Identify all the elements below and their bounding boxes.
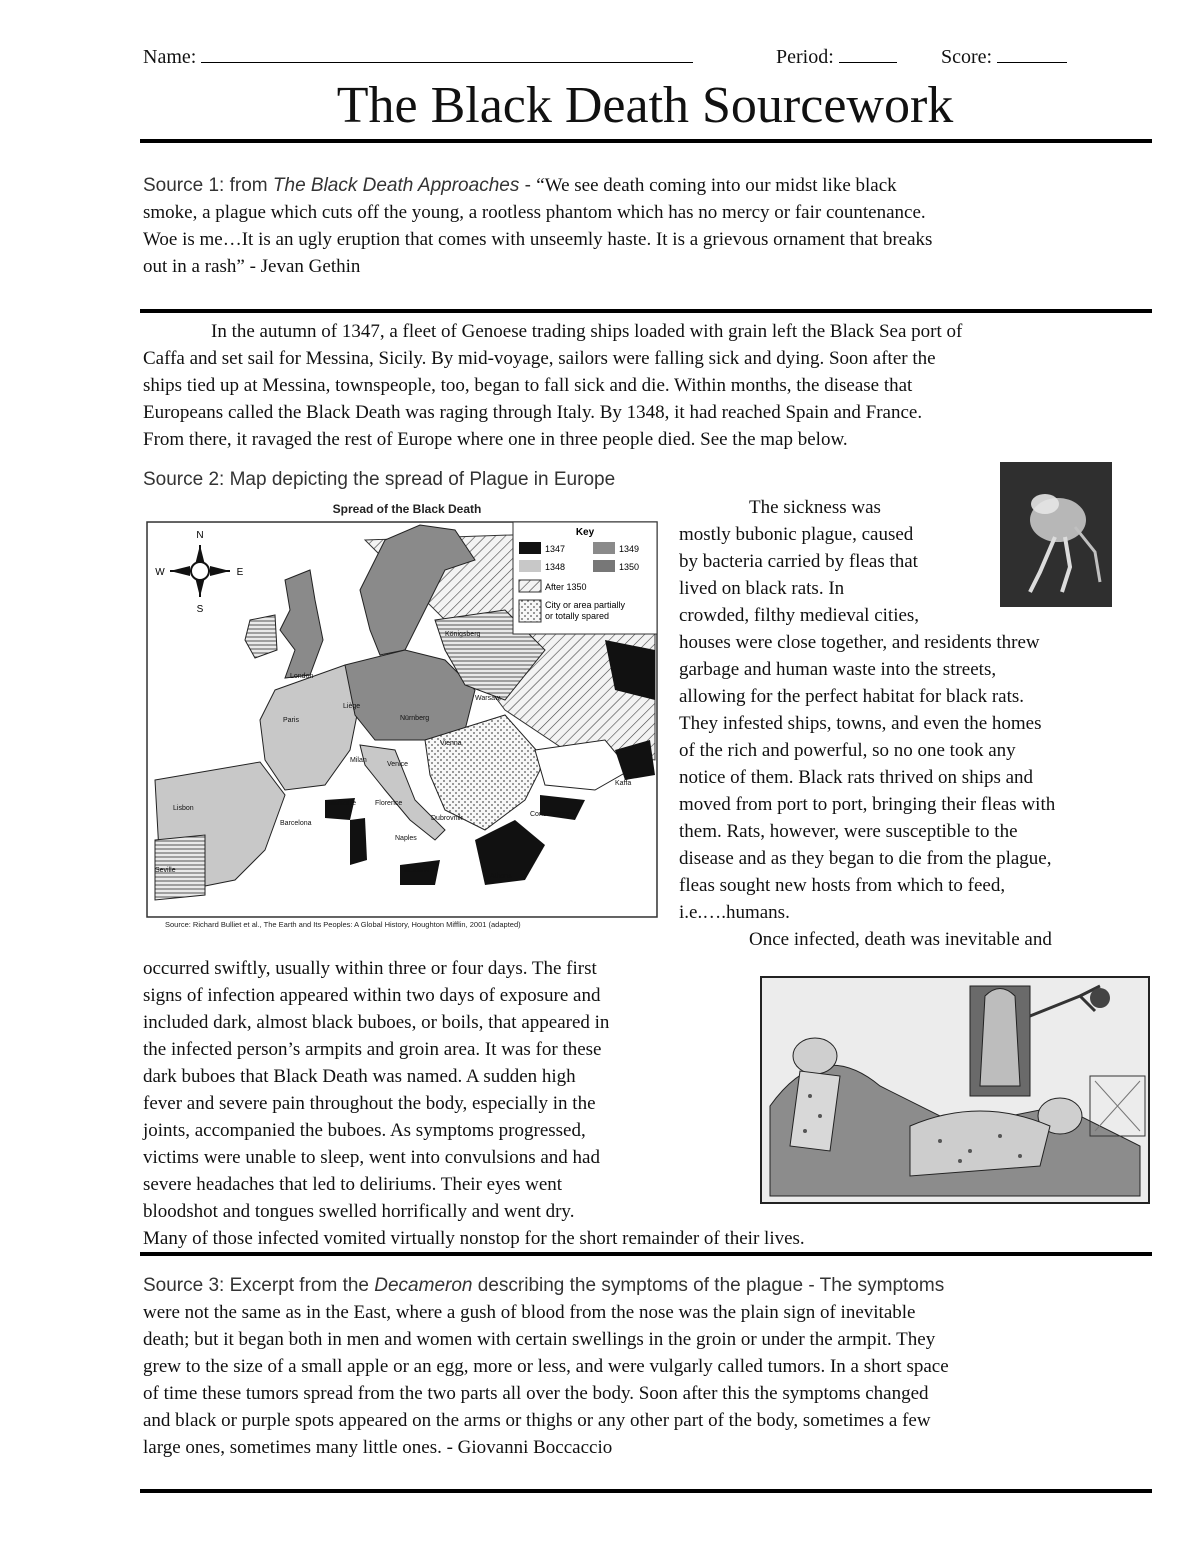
city-label: Liège xyxy=(343,703,361,710)
sickness-text: They infested ships, towns, and even the homes xyxy=(679,713,1042,734)
sickness-text: notice of them. Black rats thrived on ships and xyxy=(679,767,1034,788)
city-label: Messina xyxy=(403,867,430,874)
sickness-text: garbage and human waste into the streets, xyxy=(679,659,997,680)
key-label: 1350 xyxy=(619,562,640,572)
sickness-text: disease and as they began to die from the plague, xyxy=(679,848,1052,869)
name-blank[interactable] xyxy=(201,44,693,63)
symptoms-text: bloodshot and tongues swelled horrifically and went dry. xyxy=(143,1201,575,1222)
symptoms-text: Many of those infected vomited virtually nonstop for the short remainder of their lives. xyxy=(143,1228,805,1249)
intro-text: From there, it ravaged the rest of Europe where one in three people died. See the map below. xyxy=(143,429,848,450)
page-title: The Black Death Sourcework xyxy=(336,77,954,134)
sickness-text: mostly bubonic plague, caused xyxy=(679,524,914,545)
source3-text: grew to the size of a small apple or an egg, more or less, and were vulgarly called tumors. In a short space xyxy=(143,1356,949,1377)
region-sardinia xyxy=(350,818,367,865)
city-label: Athens xyxy=(490,873,512,880)
symptoms-text: included dark, almost black buboes, or boils, that appeared in xyxy=(143,1012,610,1033)
sickness-text: of the rich and powerful, so no one took any xyxy=(679,740,1016,761)
symptoms-paragraph xyxy=(143,955,805,1252)
sickness-text: houses were close together, and residents threw xyxy=(679,632,1040,653)
key-label: After 1350 xyxy=(545,582,587,592)
city-label: Dubrovnik xyxy=(431,815,463,822)
intro-paragraph xyxy=(143,318,1153,453)
key-label: 1347 xyxy=(545,544,566,554)
sickness-text: The sickness was xyxy=(749,497,881,518)
city-label: Naples xyxy=(395,835,417,842)
score-blank[interactable] xyxy=(997,44,1067,63)
sickness-text: lived on black rats. In xyxy=(679,578,845,599)
source3-text: large ones, sometimes many little ones. - Giovanni Boccaccio xyxy=(143,1437,613,1458)
intro-text: In the autumn of 1347, a fleet of Genoese trading ships loaded with grain left the Black Sea port of xyxy=(211,321,963,342)
city-label: Warsaw xyxy=(475,695,501,702)
source1-text: “We see death coming into our midst like black xyxy=(536,175,897,196)
city-label: Königsberg xyxy=(445,631,481,638)
compass-s: S xyxy=(196,604,204,615)
compass-n: N xyxy=(196,530,204,541)
key-swatch-1350 xyxy=(593,560,615,572)
city-label: Vienna xyxy=(440,740,462,747)
key-label: 1348 xyxy=(545,562,566,572)
divider xyxy=(140,309,1152,313)
source1-label-title: The Black Death Approaches xyxy=(272,175,520,196)
sickness-text: allowing for the perfect habitat for black rats. xyxy=(679,686,1025,707)
name-label: Name: xyxy=(143,46,197,68)
score-label: Score: xyxy=(941,46,993,68)
score-field[interactable] xyxy=(941,44,1067,69)
key-swatch-1348 xyxy=(519,560,541,572)
source3-text: of time these tumors spread from the two parts all over the body. Soon after this the symptoms changed xyxy=(143,1383,929,1404)
key-swatch-1349 xyxy=(593,542,615,554)
map-source: Source: Richard Bulliet et al., The Earth and Its Peoples: A Global History, Houghton Mifflin, 2001 (adapted) xyxy=(165,920,521,929)
symptoms-text: fever and severe pain throughout the body, especially in the xyxy=(143,1093,596,1114)
sickness-text: fleas sought new hosts from which to feed, xyxy=(679,875,1006,896)
source2-label: Source 2: Map depicting the spread of Plague in Europe xyxy=(143,469,616,490)
city-label: Constantinople xyxy=(530,811,577,818)
city-label: Seville xyxy=(155,867,176,874)
key-title: Key xyxy=(575,527,595,538)
symptoms-text: dark buboes that Black Death was named. A sudden high xyxy=(143,1066,576,1087)
city-label: Barcelona xyxy=(280,820,312,827)
intro-text: Caffa and set sail for Messina, Sicily. By mid-voyage, sailors were falling sick and dying. Soon after the xyxy=(143,348,936,369)
symptoms-text: signs of infection appeared within two days of exposure and xyxy=(143,985,601,1006)
key-label: or totally spared xyxy=(545,611,610,621)
city-label: Marseille xyxy=(328,800,357,807)
intro-text: ships tied up at Messina, townspeople, too, began to fall sick and die. Within months, the disease that xyxy=(143,375,913,396)
sickness-paragraph xyxy=(679,494,1149,953)
source3-block xyxy=(143,1272,1153,1461)
map-figure xyxy=(145,500,660,932)
source1-line xyxy=(143,172,1153,199)
sickness-text: them. Rats, however, were susceptible to the xyxy=(679,821,1018,842)
map-title: Spread of the Black Death xyxy=(332,502,482,516)
sickness-text: moved from port to port, bringing their fleas with xyxy=(679,794,1056,815)
medieval-illustration xyxy=(760,976,1150,1204)
source1-label: Source 1: from xyxy=(143,175,273,196)
divider xyxy=(140,139,1152,143)
source1-text: Woe is me…It is an ugly eruption that comes with unseemly haste. It is a grievous ornament that breaks xyxy=(143,229,933,250)
sickness-text: by bacteria carried by fleas that xyxy=(679,551,918,572)
compass-w: W xyxy=(155,567,165,578)
source3-text: were not the same as in the East, where a gush of blood from the nose was the plain sign of inevitable xyxy=(143,1302,916,1323)
divider xyxy=(140,1489,1152,1493)
city-label: Florence xyxy=(375,800,403,807)
key-label: 1349 xyxy=(619,544,640,554)
source3-label-title: Decameron xyxy=(374,1275,473,1296)
city-label: Kaffa xyxy=(615,780,632,787)
compass-e: E xyxy=(236,567,244,578)
key-swatch-after xyxy=(519,580,541,592)
plague-victims-drawing xyxy=(760,976,1150,1204)
source1-text: out in a rash” - Jevan Gethin xyxy=(143,256,361,277)
name-field[interactable] xyxy=(143,44,693,69)
source1-block xyxy=(143,172,1153,280)
city-label: Venice xyxy=(387,761,409,768)
plague-map xyxy=(145,500,660,932)
source1-text: smoke, a plague which cuts off the young, a rootless phantom which has no mercy or fair countenance. xyxy=(143,202,926,223)
source3-label-tail: describing the symptoms of the plague - xyxy=(472,1275,820,1296)
symptoms-text: victims were unable to sleep, went into convulsions and had xyxy=(143,1147,600,1168)
map-key xyxy=(513,522,657,634)
sickness-text: crowded, filthy medieval cities, xyxy=(679,605,920,626)
key-swatch-1347 xyxy=(519,542,541,554)
source1-label-tail: - xyxy=(519,175,537,196)
sickness-text: Once infected, death was inevitable and xyxy=(749,929,1052,950)
sickness-text: i.e.….humans. xyxy=(679,902,790,923)
period-blank[interactable] xyxy=(839,44,897,63)
city-label: Lisbon xyxy=(173,805,194,812)
symptoms-text: severe headaches that led to deliriums. Their eyes went xyxy=(143,1174,563,1195)
city-label: London xyxy=(290,673,314,680)
key-swatch-spared xyxy=(519,600,541,622)
source3-text: death; but it began both in men and women with certain swellings in the groin or under the armpit. They xyxy=(143,1329,936,1350)
symptoms-text: joints, accompanied the buboes. As symptoms progressed, xyxy=(143,1120,586,1141)
divider xyxy=(140,1252,1152,1256)
source3-text: The symptoms xyxy=(819,1275,945,1296)
period-field[interactable] xyxy=(776,44,897,69)
source3-text: and black or purple spots appeared on the arms or thighs or any other part of the body, sometimes a few xyxy=(143,1410,931,1431)
city-label: Milan xyxy=(350,757,367,764)
city-label: Paris xyxy=(283,717,299,724)
symptoms-text: occurred swiftly, usually within three or four days. The first xyxy=(143,958,597,979)
source3-label: Source 3: Excerpt from the xyxy=(143,1275,375,1296)
city-label: Nürnberg xyxy=(400,715,430,722)
symptoms-text: the infected person’s armpits and groin area. It was for these xyxy=(143,1039,602,1060)
key-label: City or area partially xyxy=(545,600,626,610)
period-label: Period: xyxy=(776,46,834,68)
source3-line xyxy=(143,1272,1153,1299)
intro-text: Europeans called the Black Death was raging through Italy. By 1348, it had reached Spain and France. xyxy=(143,402,923,423)
